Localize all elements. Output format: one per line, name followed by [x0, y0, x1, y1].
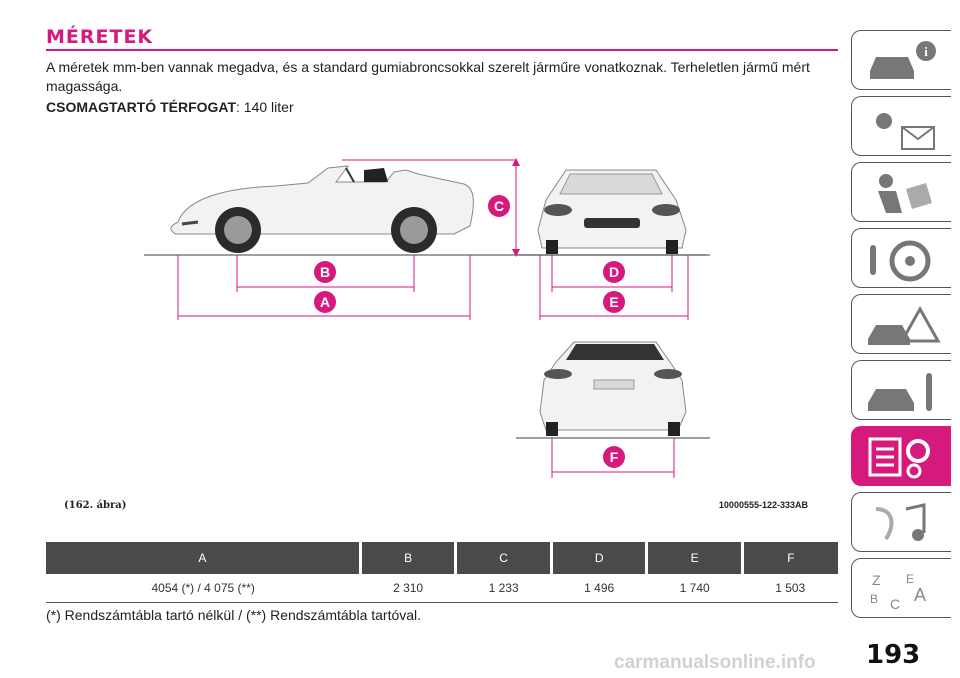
svg-text:E: E — [609, 294, 619, 310]
table-header-cell: E — [647, 542, 743, 574]
label-c-badge — [488, 195, 510, 217]
chapter-tab-warning-lights[interactable] — [851, 96, 951, 156]
svg-text:D: D — [608, 264, 620, 280]
chapter-tab-driving[interactable] — [851, 228, 951, 288]
dimensions-table — [46, 542, 838, 603]
chapter-tab-technical-data[interactable] — [851, 426, 951, 486]
table-cell: 1 496 — [551, 574, 647, 603]
chapter-tab-multimedia[interactable] — [851, 492, 951, 552]
footnote: (*) Rendszámtábla tartó nélkül / (**) Rendszámtábla tartóval. — [46, 607, 422, 623]
svg-text:B: B — [319, 264, 331, 280]
svg-text:C: C — [493, 198, 505, 214]
trunk-volume-label: CSOMAGTARTÓ TÉRFOGAT — [46, 99, 237, 115]
chapter-tab-maintenance[interactable] — [851, 360, 951, 420]
table-row — [46, 574, 838, 603]
figure-caption: (162. ábra) — [64, 500, 127, 511]
svg-text:Z: Z — [872, 572, 881, 588]
chapter-tab-emergency[interactable] — [851, 294, 951, 354]
svg-text:B: B — [870, 592, 879, 606]
label-f-badge — [603, 446, 625, 468]
airbag-safety-icon — [862, 169, 942, 217]
page-number: 193 — [866, 640, 921, 670]
table-header-cell: B — [360, 542, 456, 574]
table-header-cell: C — [456, 542, 552, 574]
svg-text:A: A — [319, 294, 331, 310]
car-rear-view — [540, 342, 686, 436]
svg-text:i: i — [924, 44, 928, 59]
table-header-cell: D — [551, 542, 647, 574]
intro-text: A méretek mm-ben vannak megadva, és a standard gumiabroncsokkal szerelt járműre vonatkoznak. Terheletlen jármű mért magassága. — [46, 59, 810, 94]
breakdown-icon — [862, 301, 942, 349]
warning-lights-icon — [862, 103, 942, 151]
steering-wheel-icon — [862, 235, 942, 283]
label-a-badge — [314, 291, 336, 313]
chapter-tab-car-info[interactable] — [851, 30, 951, 90]
index-icon — [862, 565, 942, 613]
multimedia-icon — [862, 499, 942, 547]
svg-text:C: C — [890, 596, 901, 612]
table-cell: 1 503 — [742, 574, 838, 603]
chapter-tab-index[interactable] — [851, 558, 951, 618]
car-front-view — [538, 170, 686, 254]
technical-data-icon — [862, 433, 942, 481]
trunk-volume-value: : 140 liter — [236, 99, 294, 115]
figure-code: 10000555-122-333AB — [718, 500, 808, 510]
svg-text:F: F — [609, 449, 619, 465]
svg-text:A: A — [914, 585, 927, 605]
table-header-cell: A — [46, 542, 360, 574]
svg-text:E: E — [906, 572, 915, 586]
car-info-icon — [862, 37, 942, 85]
table-cell: 1 740 — [647, 574, 743, 603]
chapter-tab-safety[interactable] — [851, 162, 951, 222]
trunk-volume — [46, 99, 294, 115]
table-cell: 2 310 — [360, 574, 456, 603]
dimensions-figure — [46, 130, 838, 522]
label-e-badge — [603, 291, 625, 313]
label-b-badge — [314, 261, 336, 283]
maintenance-icon — [862, 367, 942, 415]
table-cell: 1 233 — [456, 574, 552, 603]
title-rule — [46, 49, 838, 51]
table-cell: 4054 (*) / 4 075 (**) — [46, 574, 360, 603]
car-side-view — [171, 166, 473, 253]
table-header-row — [46, 542, 838, 574]
watermark: carmanualsonline.info — [614, 652, 816, 673]
table-header-cell: F — [742, 542, 838, 574]
label-d-badge — [603, 261, 625, 283]
page-title: MÉRETEK — [46, 26, 154, 48]
